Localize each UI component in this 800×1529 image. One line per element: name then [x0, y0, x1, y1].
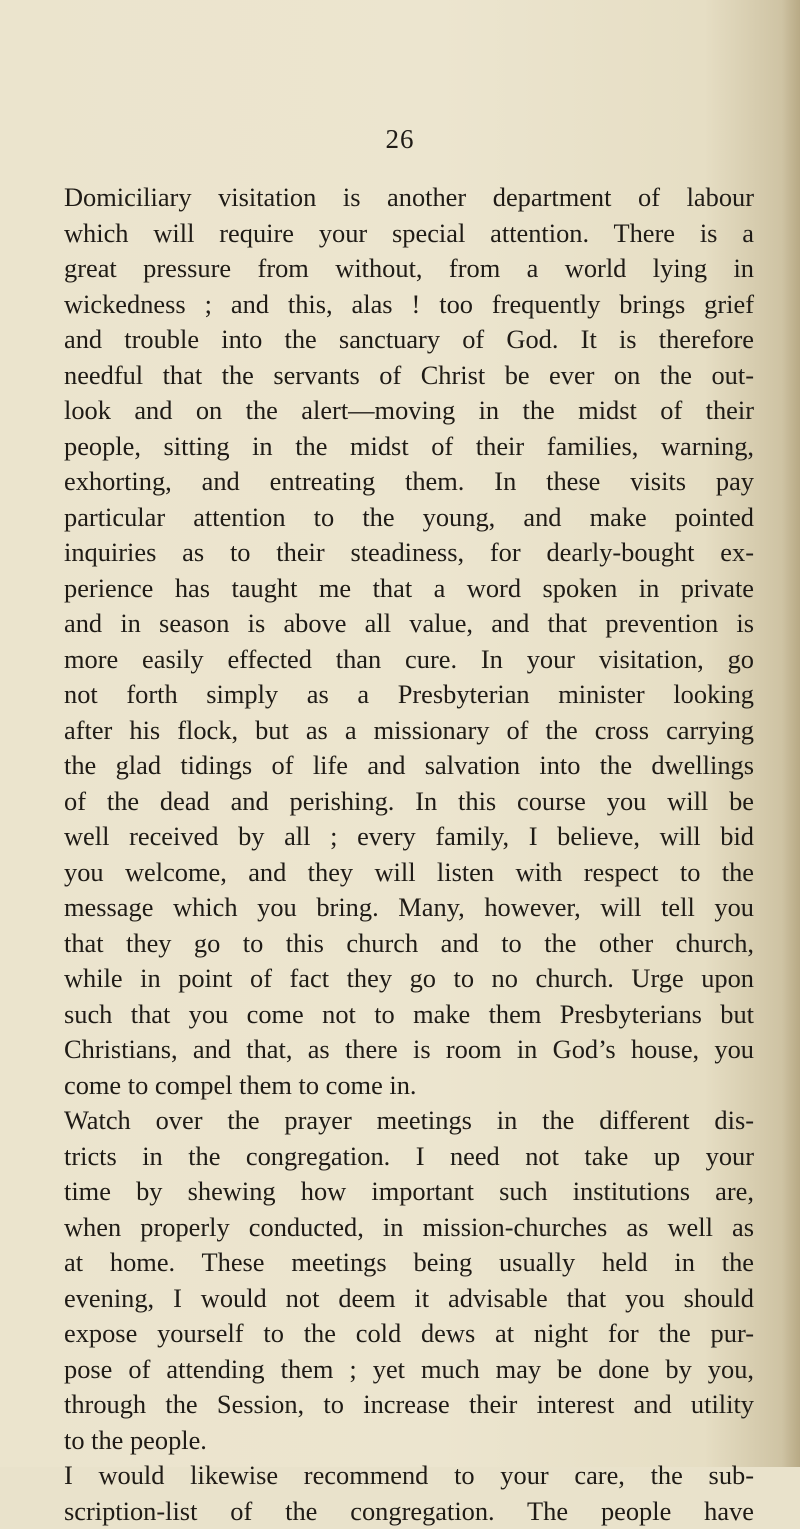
text-line: through the Session, to increase their interest and utility [64, 1387, 754, 1423]
text-line: I would likewise recommend to your care, the sub- [64, 1458, 754, 1494]
text-line: perience has taught me that a word spoken in private [64, 571, 754, 607]
page-edge-shadow [782, 0, 800, 1467]
text-line: when properly conducted, in mission-churches as well as [64, 1210, 754, 1246]
text-line: scription-list of the congregation. The people have [64, 1494, 754, 1529]
text-line: Christians, and that, as there is room in God’s house, you [64, 1032, 754, 1068]
text-line: time by shewing how important such institutions are, [64, 1174, 754, 1210]
text-line: the glad tidings of life and salvation into the dwellings [64, 748, 754, 784]
text-line: more easily effected than cure. In your visitation, go [64, 642, 754, 678]
text-line: that they go to this church and to the other church, [64, 926, 754, 962]
text-line: look and on the alert—moving in the midst of their [64, 393, 754, 429]
text-line: and trouble into the sanctuary of God. It is therefore [64, 322, 754, 358]
text-line: you welcome, and they will listen with respect to the [64, 855, 754, 891]
text-line: tricts in the congregation. I need not take up your [64, 1139, 754, 1175]
text-line: which will require your special attention. There is a [64, 216, 754, 252]
text-line: Watch over the prayer meetings in the different dis- [64, 1103, 754, 1139]
text-line: message which you bring. Many, however, will tell you [64, 890, 754, 926]
text-line: not forth simply as a Presbyterian minister looking [64, 677, 754, 713]
text-line: people, sitting in the midst of their families, warning, [64, 429, 754, 465]
text-line: of the dead and perishing. In this course you will be [64, 784, 754, 820]
text-line: wickedness ; and this, alas ! too frequently brings grief [64, 287, 754, 323]
text-line: inquiries as to their steadiness, for dearly-bought ex- [64, 535, 754, 571]
body-text [64, 180, 754, 1529]
text-line: at home. These meetings being usually held in the [64, 1245, 754, 1281]
text-line: needful that the servants of Christ be ever on the out- [64, 358, 754, 394]
text-line: evening, I would not deem it advisable that you should [64, 1281, 754, 1317]
text-line: after his flock, but as a missionary of the cross carrying [64, 713, 754, 749]
text-line: expose yourself to the cold dews at night for the pur- [64, 1316, 754, 1352]
text-line: come to compel them to come in. [64, 1068, 754, 1104]
page-number: 26 [0, 124, 800, 155]
text-line: pose of attending them ; yet much may be done by you, [64, 1352, 754, 1388]
text-line: well received by all ; every family, I believe, will bid [64, 819, 754, 855]
text-line: particular attention to the young, and make pointed [64, 500, 754, 536]
text-line: and in season is above all value, and that prevention is [64, 606, 754, 642]
text-line: while in point of fact they go to no church. Urge upon [64, 961, 754, 997]
text-line: exhorting, and entreating them. In these visits pay [64, 464, 754, 500]
text-line: great pressure from without, from a world lying in [64, 251, 754, 287]
text-line: to the people. [64, 1423, 754, 1459]
text-line: such that you come not to make them Presbyterians but [64, 997, 754, 1033]
text-line: Domiciliary visitation is another department of labour [64, 180, 754, 216]
